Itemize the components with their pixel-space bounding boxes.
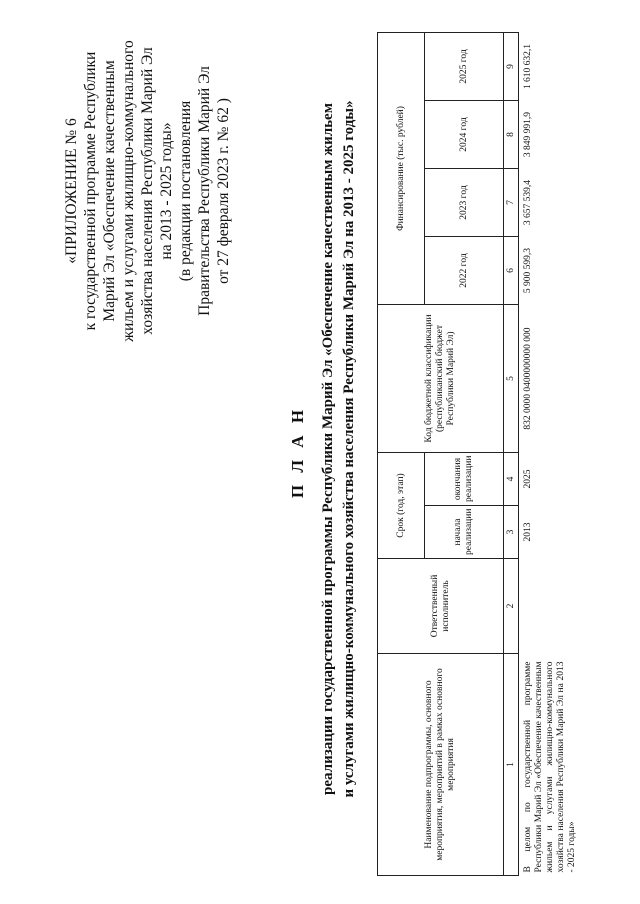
header-year-2025: 2025 год	[425, 32, 504, 100]
column-number: 5	[504, 305, 519, 453]
row-financing-2024: 3 849 991,9	[523, 111, 533, 158]
header-budget-code: Код бюджетной классификации (республиканский бюджет Республики Марий Эл)	[378, 305, 504, 453]
appendix-line: от 27 февраля 2023 г. № 62 )	[215, 98, 232, 284]
header-year-2024: 2024 год	[425, 101, 504, 169]
column-number: 1	[504, 654, 519, 876]
document-subtitle	[318, 44, 360, 854]
appendix-line: Правительства Республики Марий Эл	[196, 66, 213, 316]
header-term-start: начала реализации	[425, 506, 504, 559]
appendix-line: жильем и услугами жилищно-коммунального	[120, 40, 137, 342]
column-number: 9	[504, 32, 519, 100]
header-year-2023: 2023 год	[425, 169, 504, 237]
appendix-line: хозяйства населения Республики Марий Эл	[139, 47, 156, 335]
appendix-line: к государственной программе Республики	[82, 51, 99, 331]
table-row	[519, 32, 581, 875]
column-number: 8	[504, 101, 519, 169]
appendix-line: на 2013 - 2025 годы»	[158, 122, 175, 260]
header-financing: Финансирование (тыс. рублей)	[378, 32, 425, 304]
row-financing-2022: 5 900 599,3	[523, 247, 533, 294]
column-number: 6	[504, 237, 519, 305]
row-start-year: 2013	[523, 522, 533, 542]
header-term-end: окончания реализации	[425, 453, 504, 506]
row-name: В целом по государственной программе Республики Марий Эл «Обеспечение качественным жильем и услугами жилищно-коммунального хозяйства населения Республики Марий Эл на 2013 - 2025 годы»	[523, 661, 577, 873]
appendix-line: (в редакции постановления	[177, 100, 194, 282]
column-number: 2	[504, 559, 519, 654]
column-number: 4	[504, 453, 519, 506]
column-number: 3	[504, 506, 519, 559]
header-year-2022: 2022 год	[425, 237, 504, 305]
appendix-note	[62, 26, 233, 356]
appendix-line: Марий Эл «Обеспечение качественным	[101, 60, 118, 322]
plan-table	[377, 32, 580, 876]
header-name: Наименование подпрограммы, основного мероприятия, мероприятий в рамках основного мероприятия	[378, 654, 504, 876]
subtitle-line: и услугами жилищно-коммунального хозяйства населения Республики Марий Эл на 2013 - 2025 годы»	[341, 100, 357, 798]
subtitle-line: реализации государственной программы Республики Марий Эл «Обеспечение качественным жильем	[320, 103, 336, 795]
row-budget-code: 832 0000 0400000000 000	[523, 327, 533, 430]
document-title: П Л А Н	[288, 405, 307, 499]
row-financing-2025: 1 610 632,1	[523, 43, 533, 90]
row-end-year: 2025	[523, 469, 533, 489]
header-executor: Ответственный исполнитель	[378, 559, 504, 654]
appendix-line: «ПРИЛОЖЕНИЕ № 6	[63, 118, 80, 264]
row-financing-2023: 3 657 539,4	[523, 179, 533, 226]
header-term: Срок (год, этап)	[378, 453, 425, 559]
row-executor	[519, 559, 581, 654]
column-number: 7	[504, 169, 519, 237]
